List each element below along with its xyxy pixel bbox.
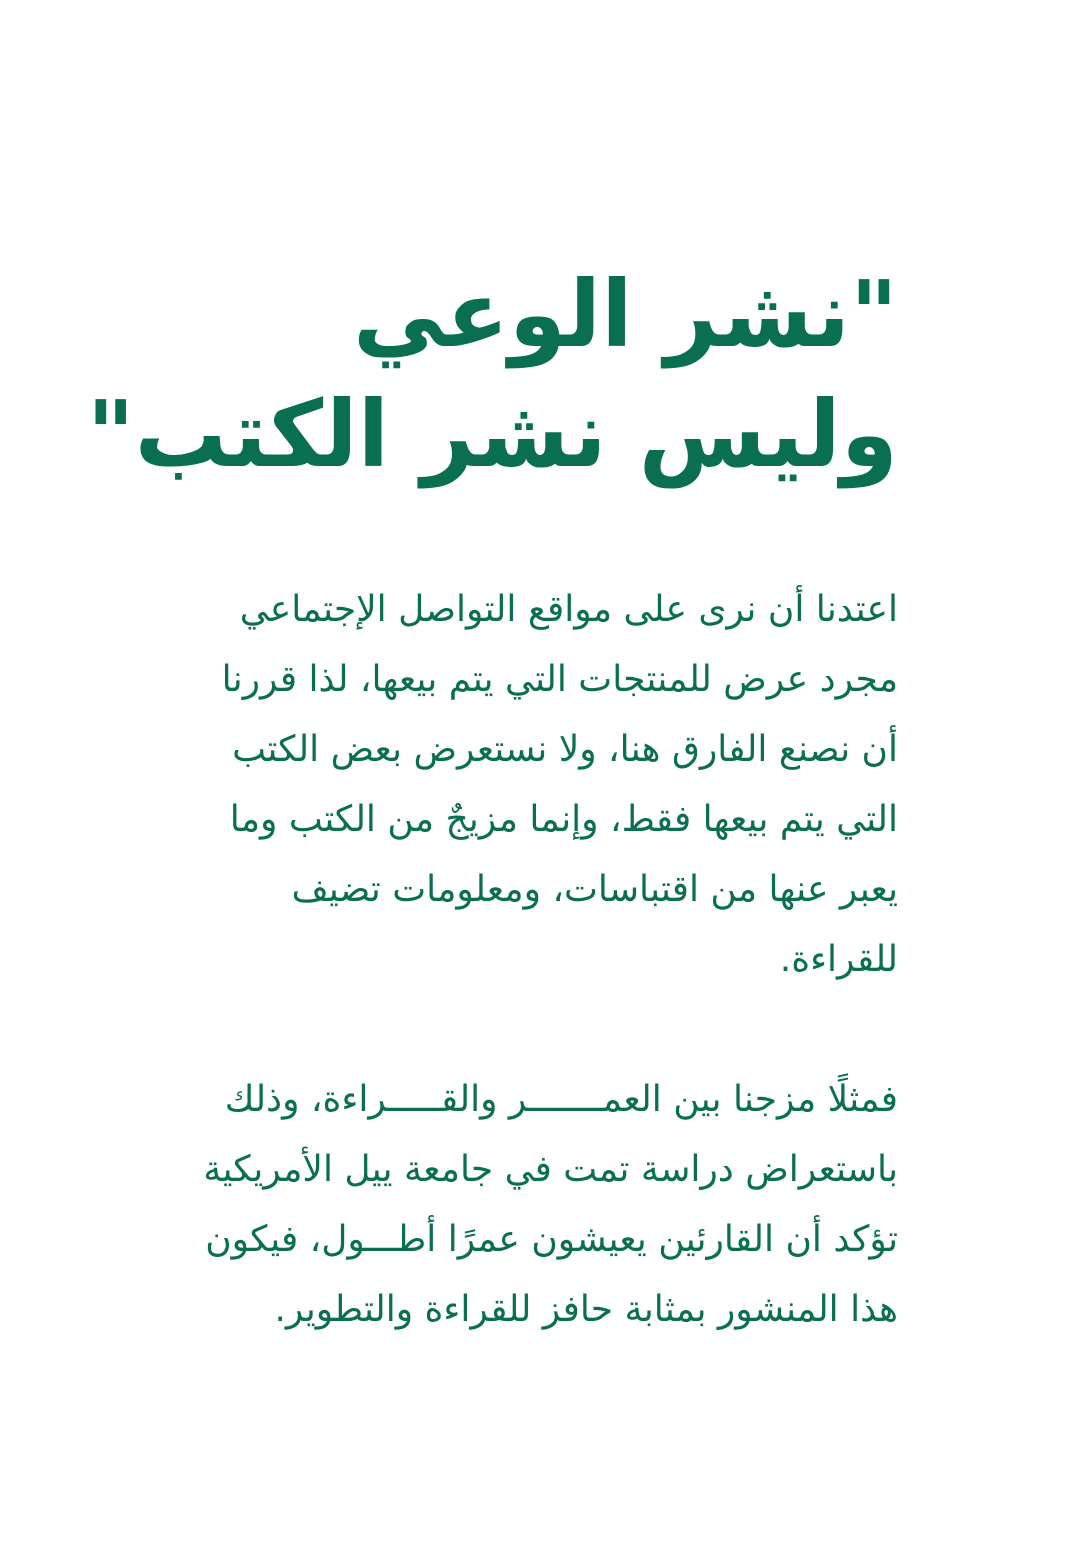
paragraph-line: فمثلًا مزجنا بين العمـــــــر والقـــــراءة، وذلك — [224, 1079, 898, 1120]
headline-line: وليس نشر الكتب" — [86, 381, 898, 488]
example-paragraph — [178, 1065, 898, 1345]
paragraph-line: يعبر عنها من اقتباسات، ومعلومات تضيف — [291, 869, 898, 910]
intro-paragraph — [178, 575, 898, 995]
paragraph-line: التي يتم بيعها فقط، وإنما مزيجٌ من الكتب وما — [229, 799, 898, 840]
paragraph-line: أن نصنع الفارق هنا، ولا نستعرض بعض الكتب — [232, 729, 898, 770]
post-content — [86, 255, 898, 1345]
paragraph-line: تؤكد أن القارئين يعيشون عمرًا أطـــول، فيكون — [205, 1219, 898, 1260]
paragraph-line: مجرد عرض للمنتجات التي يتم بيعها، لذا قررنا — [221, 659, 898, 700]
paragraph-line: هذا المنشور بمثابة حافز للقراءة والتطوير. — [274, 1289, 898, 1330]
paragraph-line: للقراءة. — [779, 939, 898, 980]
paragraph-line: اعتدنا أن نرى على مواقع التواصل الإجتماعي — [239, 589, 898, 630]
paragraph-line: باستعراض دراسة تمت في جامعة ييل الأمريكية — [203, 1149, 898, 1190]
headline-line: "نشر الوعي — [352, 261, 898, 368]
headline — [86, 255, 898, 495]
